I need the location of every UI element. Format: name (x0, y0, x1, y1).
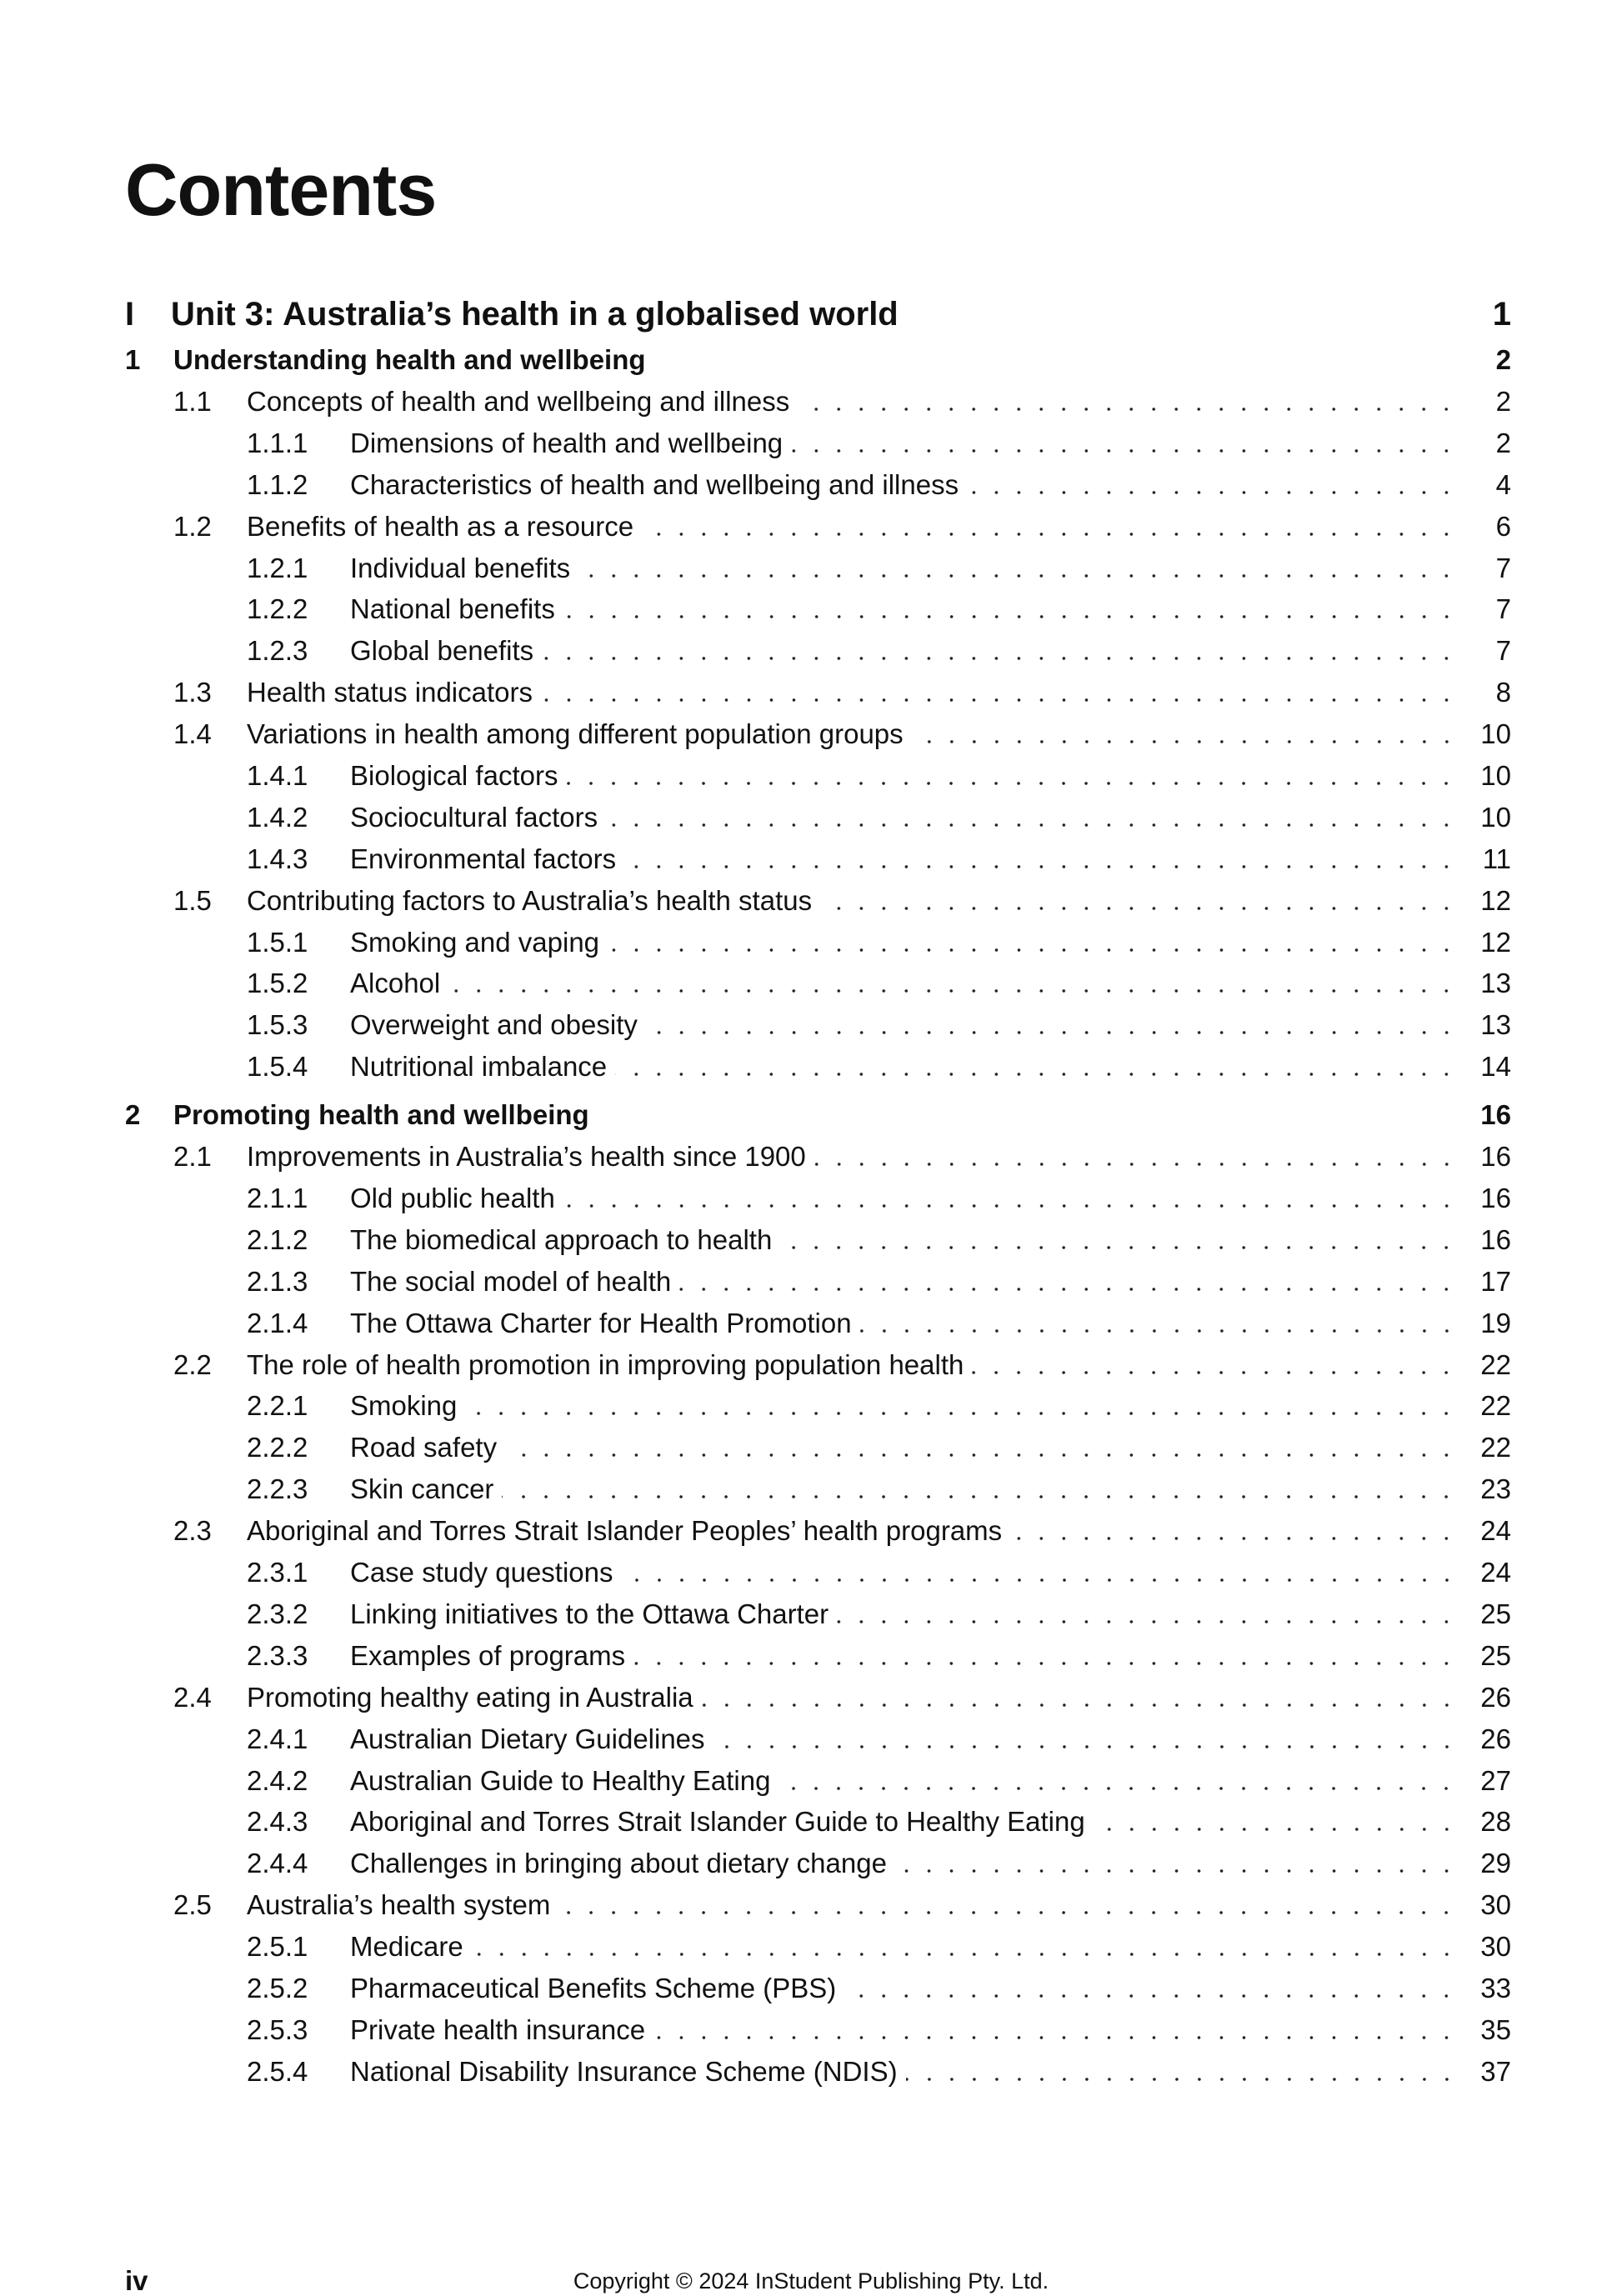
subsection-title: The Ottawa Charter for Health Promotion (350, 1307, 852, 1338)
subsection-title: Challenges in bringing about dietary change (350, 1848, 887, 1879)
subsection-title: Australian Guide to Healthy Eating (350, 1764, 771, 1796)
entry-page-number: 4 (1495, 468, 1511, 500)
section-title: Improvements in Australia’s health since 1900 (247, 1141, 806, 1173)
entry-page-number: 22 (1480, 1348, 1511, 1380)
subsection-number: 1.2.1 (247, 552, 308, 583)
section-number: 2.1 (173, 1141, 212, 1173)
subsection-title: Linking initiatives to the Ottawa Charter (350, 1598, 829, 1629)
table-of-contents (125, 296, 1511, 2098)
toc-subsection-entry[interactable] (125, 2056, 1511, 2098)
chapter-title: Understanding health and wellbeing (173, 344, 646, 375)
dot-leader (653, 2036, 1458, 2039)
subsection-title: Nutritional imbalance (350, 1051, 608, 1083)
dot-leader (505, 1453, 1458, 1457)
subsection-title: Private health insurance (350, 2013, 646, 2045)
section-number: 2.3 (173, 1515, 212, 1547)
toc-subsection-entry[interactable] (125, 428, 1511, 469)
chapter-list (125, 344, 1511, 2098)
entry-page-number: 7 (1495, 635, 1511, 667)
dot-leader (912, 740, 1458, 743)
toc-subsection-entry[interactable] (125, 1009, 1511, 1051)
dot-leader (542, 657, 1458, 660)
subsection-number: 1.2.2 (247, 593, 308, 625)
toc-subsection-entry[interactable] (125, 2014, 1511, 2056)
dot-leader (713, 1745, 1458, 1748)
dot-leader (679, 1288, 1458, 1291)
entry-page-number: 29 (1480, 1848, 1511, 1879)
entry-page-number: 26 (1480, 1681, 1511, 1713)
section-number: 2.5 (173, 1889, 212, 1921)
entry-page-number: 35 (1480, 2013, 1511, 2045)
subsection-title: Road safety (350, 1432, 498, 1463)
subsection-title: The biomedical approach to health (350, 1223, 773, 1255)
subsection-title: Sociocultural factors (350, 801, 598, 833)
toc-section-entry[interactable] (125, 1682, 1511, 1723)
section-title: Contributing factors to Australia’s health status (247, 884, 813, 916)
subsection-number: 2.5.2 (247, 1972, 308, 2003)
subsection-number: 2.1.3 (247, 1265, 308, 1297)
dot-leader (798, 408, 1458, 411)
section-number: 1.3 (173, 677, 212, 708)
toc-subsection-entry[interactable] (125, 968, 1511, 1009)
toc-subsection-entry[interactable] (125, 843, 1511, 885)
subsection-number: 1.1.2 (247, 468, 308, 500)
toc-subsection-entry[interactable] (125, 802, 1511, 843)
dot-leader (566, 782, 1458, 785)
section-title: Benefits of health as a resource (247, 510, 634, 542)
entry-page-number: 37 (1480, 2055, 1511, 2087)
toc-section-entry[interactable] (125, 386, 1511, 428)
toc-subsection-entry[interactable] (125, 1432, 1511, 1473)
subsection-title: National Disability Insurance Scheme (NDIS) (350, 2055, 898, 2087)
toc-subsection-entry[interactable] (125, 1051, 1511, 1093)
dot-leader (1010, 1537, 1458, 1540)
toc-section-entry[interactable] (125, 718, 1511, 760)
chapter-page-number: 2 (1495, 344, 1511, 375)
subsection-number: 2.2.3 (247, 1473, 308, 1505)
subsection-number: 1.5.1 (247, 926, 308, 958)
chapter-number: 1 (125, 344, 141, 375)
toc-section-entry[interactable] (125, 1349, 1511, 1391)
dot-leader (702, 1703, 1458, 1707)
subsection-title: National benefits (350, 593, 555, 625)
subsection-number: 2.4.3 (247, 1806, 308, 1838)
toc-subsection-entry[interactable] (125, 1973, 1511, 2014)
part-page-number: 1 (1492, 296, 1511, 333)
toc-subsection-entry[interactable] (125, 1931, 1511, 1973)
toc-subsection-entry[interactable] (125, 469, 1511, 511)
dot-leader (606, 823, 1458, 827)
section-title: Promoting healthy eating in Australia (247, 1681, 693, 1713)
subsection-number: 2.1.4 (247, 1307, 308, 1338)
toc-part-entry[interactable] (125, 296, 1511, 344)
dot-leader (563, 615, 1458, 618)
part-number: I (125, 296, 135, 333)
dot-leader (563, 1204, 1458, 1208)
subsection-title: Skin cancer (350, 1473, 494, 1505)
dot-leader (558, 1911, 1458, 1914)
section-number: 1.5 (173, 884, 212, 916)
entry-page-number: 22 (1480, 1390, 1511, 1422)
dot-leader (502, 1495, 1458, 1498)
entry-page-number: 10 (1480, 760, 1511, 792)
entry-page-number: 13 (1480, 968, 1511, 999)
chapter-number: 2 (125, 1099, 141, 1131)
entry-page-number: 33 (1480, 1972, 1511, 2003)
dot-leader (780, 1246, 1458, 1249)
subsection-number: 1.5.2 (247, 968, 308, 999)
toc-subsection-entry[interactable] (125, 1183, 1511, 1224)
subsection-title: Global benefits (350, 635, 534, 667)
entry-page-number: 26 (1480, 1723, 1511, 1754)
entry-page-number: 10 (1480, 801, 1511, 833)
section-title: Aboriginal and Torres Strait Islander Peoples’ health programs (247, 1515, 1003, 1547)
toc-subsection-entry[interactable] (125, 635, 1511, 677)
entry-page-number: 8 (1495, 677, 1511, 708)
subsection-number: 2.4.4 (247, 1848, 308, 1879)
dot-leader (465, 1412, 1458, 1415)
subsection-number: 2.2.1 (247, 1390, 308, 1422)
section-number: 2.2 (173, 1348, 212, 1380)
entry-page-number: 2 (1495, 386, 1511, 417)
subsection-title: Environmental factors (350, 843, 617, 874)
entry-page-number: 14 (1480, 1051, 1511, 1083)
dot-leader (895, 1869, 1458, 1873)
entry-page-number: 7 (1495, 593, 1511, 625)
entry-page-number: 24 (1480, 1557, 1511, 1588)
toc-subsection-entry[interactable] (125, 1224, 1511, 1266)
subsection-title: Overweight and obesity (350, 1009, 638, 1041)
entry-page-number: 13 (1480, 1009, 1511, 1041)
section-number: 2.4 (173, 1681, 212, 1713)
subsection-title: Medicare (350, 1931, 463, 1963)
chapter-title: Promoting health and wellbeing (173, 1099, 589, 1131)
subsection-number: 1.4.3 (247, 843, 308, 874)
subsection-title: Old public health (350, 1183, 555, 1214)
dot-leader (820, 907, 1458, 910)
subsection-number: 2.3.3 (247, 1639, 308, 1671)
entry-page-number: 7 (1495, 552, 1511, 583)
toc-subsection-entry[interactable] (125, 1390, 1511, 1432)
dot-leader (448, 989, 1458, 993)
toc-section-entry[interactable] (125, 511, 1511, 553)
section-title: Concepts of health and wellbeing and illness (247, 386, 790, 417)
entry-page-number: 10 (1480, 718, 1511, 750)
toc-subsection-entry[interactable] (125, 1266, 1511, 1308)
page-folio: iv (125, 2265, 148, 2296)
dot-leader (778, 1787, 1458, 1790)
subsection-number: 2.5.3 (247, 2013, 308, 2045)
chapter-page-number: 16 (1480, 1099, 1511, 1131)
subsection-number: 2.5.4 (247, 2055, 308, 2087)
subsection-title: Dimensions of health and wellbeing (350, 427, 783, 458)
subsection-title: Aboriginal and Torres Strait Islander Guide to Healthy Eating (350, 1806, 1085, 1838)
dot-leader (633, 1662, 1458, 1665)
toc-subsection-entry[interactable] (125, 553, 1511, 594)
entry-page-number: 16 (1480, 1223, 1511, 1255)
subsection-title: The social model of health (350, 1265, 672, 1297)
section-number: 1.4 (173, 718, 212, 750)
dot-leader (642, 533, 1458, 536)
toc-section-entry[interactable] (125, 677, 1511, 718)
dot-leader (646, 1031, 1458, 1034)
toc-subsection-entry[interactable] (125, 593, 1511, 635)
toc-subsection-entry[interactable] (125, 760, 1511, 802)
entry-page-number: 30 (1480, 1889, 1511, 1921)
subsection-number: 2.5.1 (247, 1931, 308, 1963)
entry-page-number: 23 (1480, 1473, 1511, 1505)
subsection-title: Australian Dietary Guidelines (350, 1723, 705, 1754)
subsection-title: Individual benefits (350, 552, 571, 583)
entry-page-number: 28 (1480, 1806, 1511, 1838)
toc-subsection-entry[interactable] (125, 1640, 1511, 1682)
section-number: 1.2 (173, 510, 212, 542)
section-title: Variations in health among different population groups (247, 718, 904, 750)
toc-subsection-entry[interactable] (125, 1598, 1511, 1640)
dot-leader (967, 491, 1458, 494)
part-title: Unit 3: Australia’s health in a globalised world (171, 296, 899, 333)
dot-leader (541, 698, 1458, 702)
dot-leader (860, 1329, 1458, 1333)
entry-page-number: 25 (1480, 1598, 1511, 1629)
page-title: Contents (125, 148, 437, 231)
subsection-title: Pharmaceutical Benefits Scheme (PBS) (350, 1972, 837, 2003)
subsection-number: 2.3.2 (247, 1598, 308, 1629)
toc-subsection-entry[interactable] (125, 1848, 1511, 1889)
section-number: 1.1 (173, 386, 212, 417)
entry-page-number: 22 (1480, 1432, 1511, 1463)
entry-page-number: 30 (1480, 1931, 1511, 1963)
subsection-title: Alcohol (350, 968, 441, 999)
subsection-number: 2.4.2 (247, 1764, 308, 1796)
dot-leader (615, 1073, 1458, 1076)
toc-chapter-entry[interactable] (125, 344, 1511, 386)
dot-leader (624, 865, 1458, 868)
subsection-title: Characteristics of health and wellbeing and illness (350, 468, 959, 500)
dot-leader (608, 948, 1458, 952)
entry-page-number: 27 (1480, 1764, 1511, 1796)
section-title: Health status indicators (247, 677, 533, 708)
subsection-number: 2.4.1 (247, 1723, 308, 1754)
dot-leader (578, 574, 1458, 578)
dot-leader (906, 2078, 1458, 2081)
subsection-number: 1.4.2 (247, 801, 308, 833)
toc-subsection-entry[interactable] (125, 1723, 1511, 1765)
subsection-number: 1.1.1 (247, 427, 308, 458)
copyright-notice: Copyright © 2024 InStudent Publishing Pty. Ltd. (573, 2268, 1049, 2293)
subsection-number: 1.5.4 (247, 1051, 308, 1083)
subsection-title: Biological factors (350, 760, 558, 792)
dot-leader (844, 1994, 1458, 1998)
entry-page-number: 12 (1480, 884, 1511, 916)
entry-page-number: 24 (1480, 1515, 1511, 1547)
toc-section-entry[interactable] (125, 1515, 1511, 1557)
dot-leader (837, 1620, 1458, 1623)
entry-page-number: 2 (1495, 427, 1511, 458)
toc-chapter-entry[interactable] (125, 1099, 1511, 1141)
entry-page-number: 12 (1480, 926, 1511, 958)
dot-leader (972, 1371, 1458, 1374)
dot-leader (1094, 1828, 1458, 1831)
dot-leader (791, 449, 1458, 453)
entry-page-number: 11 (1482, 843, 1511, 874)
dot-leader (622, 1578, 1458, 1582)
entry-page-number: 17 (1480, 1265, 1511, 1297)
section-title: Australia’s health system (247, 1889, 551, 1921)
toc-subsection-entry[interactable] (125, 1806, 1511, 1848)
toc-subsection-entry[interactable] (125, 1473, 1511, 1515)
dot-leader (814, 1163, 1458, 1166)
subsection-number: 2.1.1 (247, 1183, 308, 1214)
subsection-number: 2.1.2 (247, 1223, 308, 1255)
entry-page-number: 16 (1480, 1183, 1511, 1214)
toc-subsection-entry[interactable] (125, 1557, 1511, 1598)
toc-section-entry[interactable] (125, 1141, 1511, 1183)
dot-leader (472, 1953, 1458, 1956)
toc-section-entry[interactable] (125, 885, 1511, 927)
toc-subsection-entry[interactable] (125, 1308, 1511, 1349)
subsection-title: Smoking and vaping (350, 926, 600, 958)
subsection-number: 1.2.3 (247, 635, 308, 667)
entry-page-number: 6 (1495, 510, 1511, 542)
subsection-number: 2.2.2 (247, 1432, 308, 1463)
entry-page-number: 16 (1480, 1141, 1511, 1173)
subsection-title: Smoking (350, 1390, 458, 1422)
subsection-number: 1.4.1 (247, 760, 308, 792)
entry-page-number: 19 (1480, 1307, 1511, 1338)
toc-subsection-entry[interactable] (125, 1765, 1511, 1807)
subsection-title: Case study questions (350, 1557, 613, 1588)
toc-subsection-entry[interactable] (125, 927, 1511, 968)
subsection-title: Examples of programs (350, 1639, 626, 1671)
entry-page-number: 25 (1480, 1639, 1511, 1671)
subsection-number: 2.3.1 (247, 1557, 308, 1588)
section-title: The role of health promotion in improving population health (247, 1348, 964, 1380)
subsection-number: 1.5.3 (247, 1009, 308, 1041)
toc-section-entry[interactable] (125, 1889, 1511, 1931)
